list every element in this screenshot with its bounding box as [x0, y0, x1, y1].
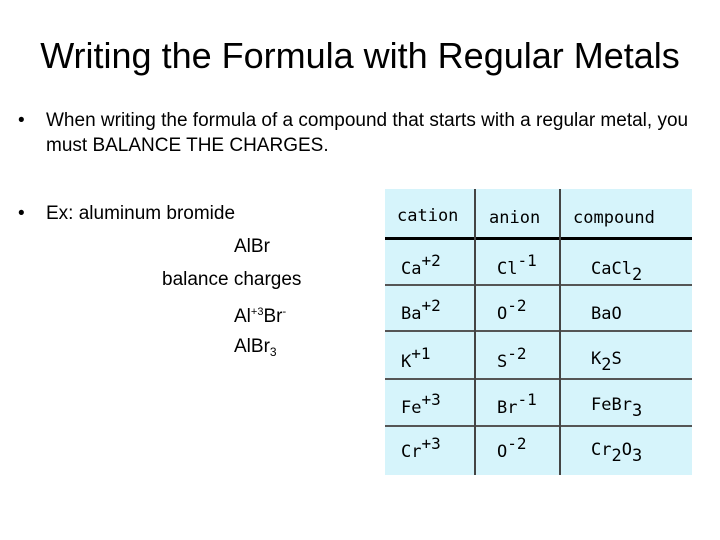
table-cell-cation: Ca+2 [401, 251, 441, 279]
bullet-example-text: Ex: aluminum bromide [46, 203, 236, 224]
formula-body: AlBr [234, 336, 270, 357]
table-cell-cation: Ba+2 [401, 296, 441, 324]
bullet-dot: • [18, 110, 25, 131]
ion-br: Br [263, 306, 283, 327]
slide-title: Writing the Formula with Regular Metals [40, 35, 680, 76]
example-balance-label: balance charges [162, 269, 302, 290]
table-row-divider [385, 330, 692, 332]
example-formula-unbalanced: AlBr [234, 236, 270, 257]
table-header-divider [385, 237, 692, 240]
table-cell-compound: K2S [591, 349, 622, 375]
formula-subscript: 3 [269, 345, 277, 359]
table-header-cation: cation [397, 206, 459, 226]
table-cell-compound: BaO [591, 304, 622, 324]
table-cell-compound: Cr2O3 [591, 440, 643, 466]
bullet-dot: • [18, 203, 25, 224]
table-cell-anion: Br-1 [497, 390, 537, 418]
table-cell-compound: FeBr3 [591, 395, 643, 421]
table-cell-anion: O-2 [497, 296, 527, 324]
table-header-anion: anion [489, 208, 541, 228]
ion-compound-table [384, 188, 693, 476]
bullet-rule-text: When writing the formula of a compound that starts with a regular metal, you must BALANCE THE CHARGES. [46, 110, 689, 156]
ion-al: Al [234, 306, 251, 327]
ion-al-charge: +3 [250, 306, 264, 318]
table-cell-anion: S-2 [497, 344, 527, 372]
table-header-compound: compound [573, 208, 655, 228]
example-ion-charges [234, 300, 286, 329]
ion-br-charge: - [282, 306, 287, 318]
table-cell-cation: Cr+3 [401, 434, 441, 462]
table-row-divider [385, 425, 692, 427]
table-cell-compound: CaCl2 [591, 259, 643, 285]
table-col-divider [474, 189, 476, 475]
table-col-divider [559, 189, 561, 475]
example-formula-balanced [234, 334, 277, 365]
table-cell-anion: O-2 [497, 434, 527, 462]
table-cell-cation: K+1 [401, 344, 431, 372]
table-row-divider [385, 378, 692, 380]
table-cell-anion: Cl-1 [497, 251, 537, 279]
table-row-divider [385, 284, 692, 286]
table-cell-cation: Fe+3 [401, 390, 441, 418]
